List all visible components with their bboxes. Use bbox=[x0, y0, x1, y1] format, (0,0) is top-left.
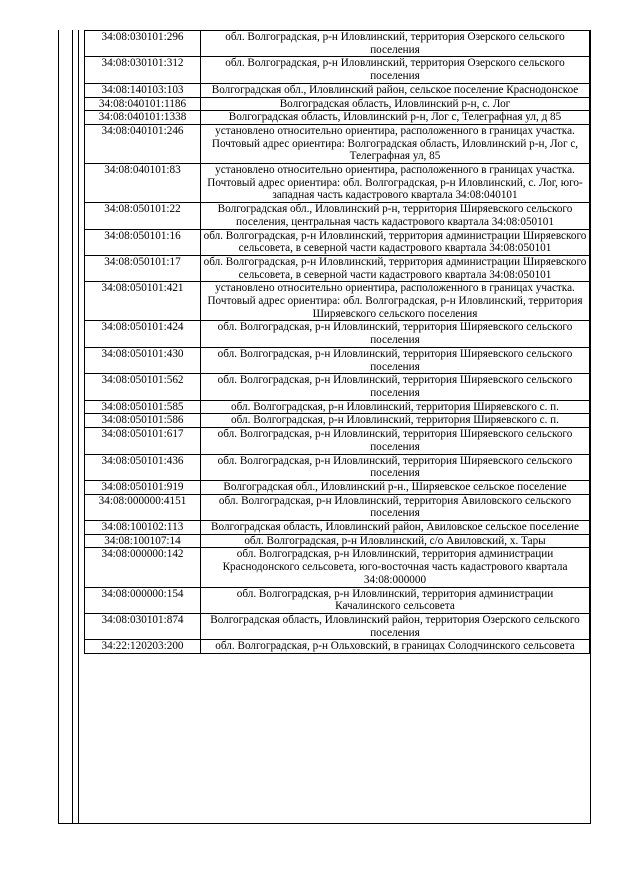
table-row bbox=[85, 640, 590, 654]
address-cell: обл. Волгоградская, р-н Иловлинский, территория Ширяевского с. п. bbox=[201, 414, 590, 428]
table-row bbox=[85, 548, 590, 587]
table-row bbox=[85, 414, 590, 428]
address-cell: Волгоградская обл., Иловлинский р-н, территория Ширяевского сельского поселения, центральная часть кадастрового квартала 34:08:050101 bbox=[201, 203, 590, 229]
cadastral-number: 34:08:100102:113 bbox=[85, 521, 201, 535]
table-row bbox=[85, 480, 590, 494]
inner-border-left bbox=[72, 30, 73, 824]
table-row bbox=[85, 494, 590, 520]
table-row bbox=[85, 97, 590, 111]
address-cell: обл. Волгоградская, р-н Иловлинский, территория Ширяевского сельского поселения bbox=[201, 347, 590, 373]
cadastral-number: 34:08:100107:14 bbox=[85, 534, 201, 548]
address-cell: установлено относительно ориентира, расположенного в границах участка. Почтовый адрес ориентира: Волгоградская область, Иловлинский р-н, Лог с, Телеграфная ул, 85 bbox=[201, 124, 590, 163]
address-cell: обл. Волгоградская, р-н Иловлинский, территория Ширяевского сельского поселения bbox=[201, 454, 590, 480]
table-row bbox=[85, 83, 590, 97]
table-row bbox=[85, 587, 590, 613]
table-row bbox=[85, 229, 590, 255]
table-row bbox=[85, 57, 590, 83]
address-cell: обл. Волгоградская, р-н Иловлинский, территория Авиловского сельского поселения bbox=[201, 494, 590, 520]
cadastral-number: 34:08:000000:154 bbox=[85, 587, 201, 613]
cadastral-number: 34:08:040101:1338 bbox=[85, 111, 201, 125]
address-cell: обл. Волгоградская, р-н Иловлинский, территория администрации Ширяевского сельсовета, в северной части кадастрового квартала 34:08:050101 bbox=[201, 255, 590, 281]
cadastral-number: 34:08:050101:421 bbox=[85, 282, 201, 321]
table-row bbox=[85, 428, 590, 454]
cadastral-number: 34:08:050101:585 bbox=[85, 400, 201, 414]
address-cell: Волгоградская область, Иловлинский р-н, с. Лог bbox=[201, 97, 590, 111]
cadastral-table-body bbox=[85, 31, 590, 654]
cadastral-number: 34:08:050101:430 bbox=[85, 347, 201, 373]
cadastral-number: 34:08:040101:1186 bbox=[85, 97, 201, 111]
cadastral-number: 34:08:050101:22 bbox=[85, 203, 201, 229]
cadastral-number: 34:08:030101:312 bbox=[85, 57, 201, 83]
cadastral-number: 34:08:030101:296 bbox=[85, 31, 201, 57]
page-border-left bbox=[58, 30, 59, 824]
cadastral-number: 34:08:050101:919 bbox=[85, 480, 201, 494]
table-row bbox=[85, 282, 590, 321]
table-row bbox=[85, 374, 590, 400]
address-cell: обл. Волгоградская, р-н Иловлинский, территория Ширяевского сельского поселения bbox=[201, 428, 590, 454]
cadastral-number: 34:08:050101:17 bbox=[85, 255, 201, 281]
table-row bbox=[85, 613, 590, 639]
page-border-bottom bbox=[58, 823, 591, 824]
cadastral-number: 34:08:030101:874 bbox=[85, 613, 201, 639]
address-cell: установлено относительно ориентира, расположенного в границах участка. Почтовый адрес ориентира: обл. Волгоградская, р-н Иловлинский, территория Ширяевского сельского поселения bbox=[201, 282, 590, 321]
cadastral-number: 34:08:040101:83 bbox=[85, 164, 201, 203]
table-row bbox=[85, 521, 590, 535]
table-row bbox=[85, 124, 590, 163]
cadastral-number: 34:08:000000:4151 bbox=[85, 494, 201, 520]
address-cell: обл. Волгоградская, р-н Иловлинский, территория Ширяевского сельского поселения bbox=[201, 374, 590, 400]
address-cell: обл. Волгоградская, р-н Ольховский, в границах Солодчинского сельсовета bbox=[201, 640, 590, 654]
address-cell: Волгоградская область, Иловлинский район, Авиловское сельское поселение bbox=[201, 521, 590, 535]
address-cell: обл. Волгоградская, р-н Иловлинский, с/о Авиловский, х. Тары bbox=[201, 534, 590, 548]
table-row bbox=[85, 111, 590, 125]
address-cell: Волгоградская обл., Иловлинский р-н., Ширяевское сельское поселение bbox=[201, 480, 590, 494]
cadastral-number: 34:08:000000:142 bbox=[85, 548, 201, 587]
cadastral-number: 34:08:050101:16 bbox=[85, 229, 201, 255]
address-cell: Волгоградская область, Иловлинский район, территория Озерского сельского поселения bbox=[201, 613, 590, 639]
table-row bbox=[85, 347, 590, 373]
address-cell: обл. Волгоградская, р-н Иловлинский, территория администрации Краснодонского сельсовета, юго-восточная часть кадастрового квартала 34:08:000000 bbox=[201, 548, 590, 587]
cadastral-number: 34:08:140103:103 bbox=[85, 83, 201, 97]
address-cell: обл. Волгоградская, р-н Иловлинский, территория Озерского сельского поселения bbox=[201, 57, 590, 83]
cadastral-number: 34:08:040101:246 bbox=[85, 124, 201, 163]
address-cell: обл. Волгоградская, р-н Иловлинский, территория администрации Ширяевского сельсовета, в северной части кадастрового квартала 34:08:050101 bbox=[201, 229, 590, 255]
table-row bbox=[85, 31, 590, 57]
table-row bbox=[85, 255, 590, 281]
address-cell: обл. Волгоградская, р-н Иловлинский, территория администрации Качалинского сельсовета bbox=[201, 587, 590, 613]
address-cell: обл. Волгоградская, р-н Иловлинский, территория Озерского сельского поселения bbox=[201, 31, 590, 57]
address-cell: обл. Волгоградская, р-н Иловлинский, территория Ширяевского сельского поселения bbox=[201, 321, 590, 347]
cadastral-number: 34:08:050101:586 bbox=[85, 414, 201, 428]
address-cell: Волгоградская обл., Иловлинский район, сельское поселение Краснодонское bbox=[201, 83, 590, 97]
table-row bbox=[85, 203, 590, 229]
cadastral-number: 34:08:050101:436 bbox=[85, 454, 201, 480]
table-row bbox=[85, 321, 590, 347]
cadastral-number: 34:08:050101:562 bbox=[85, 374, 201, 400]
table-row bbox=[85, 454, 590, 480]
cadastral-number: 34:08:050101:617 bbox=[85, 428, 201, 454]
cadastral-table bbox=[84, 30, 590, 654]
address-cell: установлено относительно ориентира, расположенного в границах участка. Почтовый адрес ориентира: обл. Волгоградская, р-н Иловлинский, с. Лог, юго-западная часть кадастрового квартала 34:08:040101 bbox=[201, 164, 590, 203]
table-row bbox=[85, 534, 590, 548]
cadastral-number: 34:08:050101:424 bbox=[85, 321, 201, 347]
table-row bbox=[85, 400, 590, 414]
table-row bbox=[85, 164, 590, 203]
page-border-right bbox=[590, 30, 591, 824]
address-cell: Волгоградская область, Иловлинский р-н, Лог с, Телеграфная ул, д 85 bbox=[201, 111, 590, 125]
cadastral-number: 34:22:120203:200 bbox=[85, 640, 201, 654]
address-cell: обл. Волгоградская, р-н Иловлинский, территория Ширяевского с. п. bbox=[201, 400, 590, 414]
inner-border-right bbox=[78, 30, 79, 824]
